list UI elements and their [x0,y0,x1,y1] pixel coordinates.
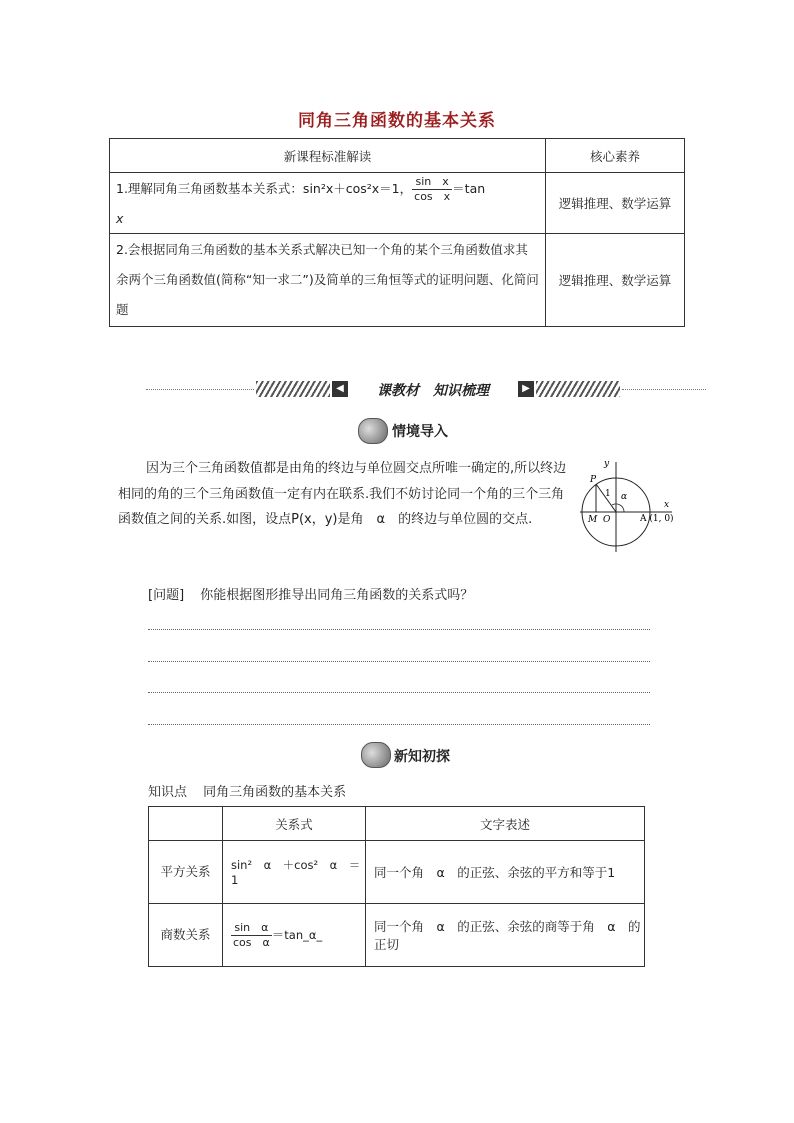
answer-line [148,629,650,630]
label-alpha: α [621,492,628,502]
fraction-denominator: cos α [233,935,270,949]
banner-dotted-line-left [146,389,254,390]
fraction-sin-cos [412,175,452,204]
core-2: 逻辑推理、数学运算 [546,234,685,327]
fraction-numerator: sin x [412,175,452,190]
label-one: 1 [605,489,611,499]
header-empty [149,807,223,841]
answer-line [148,692,650,693]
tan-blank: tan_α_ [284,927,323,942]
knowledge-point [148,781,346,800]
relation-name: 商数关系 [149,904,223,967]
header-standards: 新课程标准解读 [110,139,546,173]
relation-formula: sin² α ＋cos² α ＝1 [223,841,366,904]
knowledge-table [148,806,645,967]
table-row [149,904,645,967]
angle-arc [612,504,624,512]
banner-stripes-right [536,381,620,397]
banner-stripes-left [256,381,330,397]
fraction-denominator: cos x [414,189,451,203]
table-row [110,173,685,234]
header-description: 文字表述 [366,807,645,841]
standard-2: 2.会根据同角三角函数的基本关系式解决已知一个角的某个三角函数值求其余两个三角函数值(简称“知一求二”)及简单的三角恒等式的证明问题、化简问题 [110,234,546,327]
answer-line [148,661,650,662]
fraction-numerator: sin α [231,921,272,936]
label-x: x [664,500,670,510]
core-1: 逻辑推理、数学运算 [546,173,685,234]
answer-line [148,724,650,725]
relation-description: 同一个角 α 的正弦、余弦的平方和等于1 [366,841,645,904]
bookmark-icon [361,742,391,768]
standard-1-suffix: ＝tan [452,180,486,196]
section-banner [146,378,706,402]
header-core: 核心素养 [546,139,685,173]
question-tag: [问题] [148,588,185,603]
banner-dotted-line-right [622,389,706,390]
intro-paragraph: 因为三个三角函数值都是由角的终边与单位圆交点所唯一确定的,所以终边相同的角的三个三角函数值一定有内在联系.我们不妨讨论同一个角的三个三角函数值之间的关系.如图，设点P(x，y)是角 α 的终边与单位圆的交点. [118,461,567,527]
table-header-row [149,807,645,841]
page-title: 同角三角函数的基本关系 [298,111,496,131]
table-header-row [110,139,685,173]
banner-label: 课教材 知识梳理 [377,383,489,399]
question-text: 你能根据图形推导出同角三角函数的关系式吗？ [200,588,474,603]
standards-table [109,138,685,327]
label-a: A (1, 0) [640,514,674,524]
pointer-icon [358,418,388,444]
table-row [149,841,645,904]
label-y: y [604,459,610,469]
fraction-sin-cos [231,921,272,950]
standard-1-prefix: 1.理解同角三角函数基本关系式：sin²x＋cos²x＝1， [116,180,413,196]
section-heading-intro: 情境导入 [392,424,448,440]
header-formula: 关系式 [223,807,366,841]
relation-formula [223,904,366,967]
arrow-right-icon: ▶ [518,381,534,397]
unit-circle-figure [576,456,676,554]
section-heading-new: 新知初探 [394,749,450,765]
arrow-left-icon: ◀ [332,381,348,397]
knowledge-point-label: 知识点 [148,785,188,800]
knowledge-point-text: 同角三角函数的基本关系 [203,785,347,800]
relation-name: 平方关系 [149,841,223,904]
label-p: P [590,475,597,485]
standard-1 [110,173,546,234]
relation-description: 同一个角 α 的正弦、余弦的商等于角 α 的正切 [366,904,645,967]
question [148,584,473,603]
label-o: O [603,515,611,525]
standard-1-wrap: x [116,210,124,226]
equals-sign: ＝ [271,926,285,942]
table-row [110,234,685,327]
label-m: M [588,515,598,525]
